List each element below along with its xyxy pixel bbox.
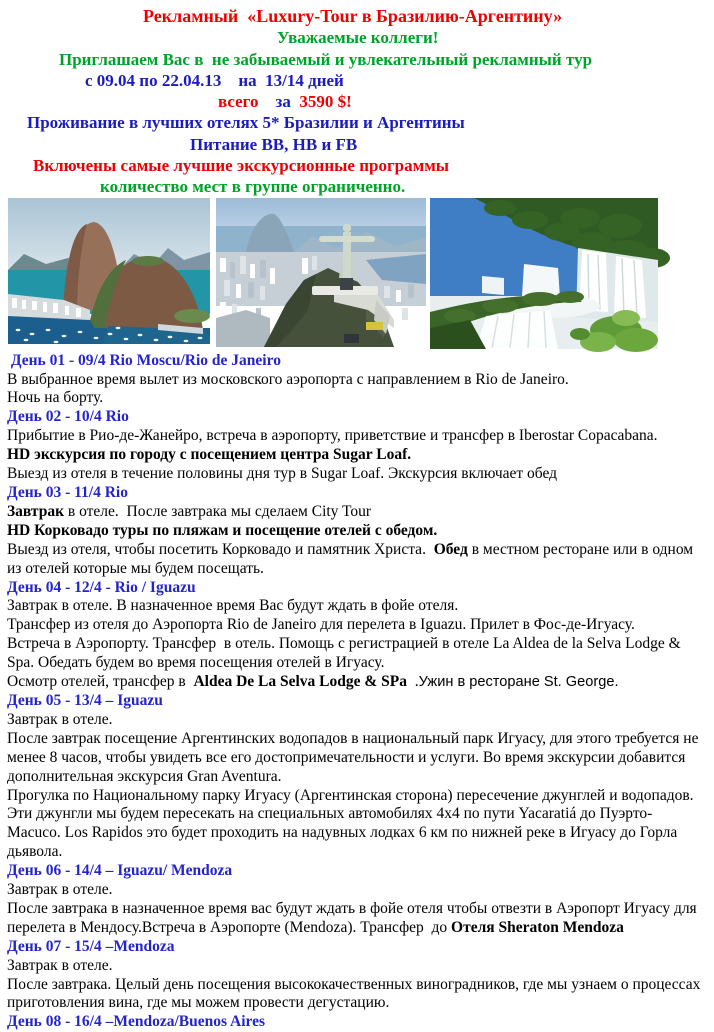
text-segment: HD экскурсия по городу с посещением центра Sugar Loaf. [7, 446, 412, 464]
day-heading: День 01 - 09/4 Rio Moscu/Rio de Janeiro [7, 351, 281, 369]
text-segment: Встреча в Аэропорту. Трансфер в отель. Помощь с регистрацией в отеле La Aldea de la Selva Lodge & Spa. Обедать будем во время посещения отелей в Игуасу. [7, 635, 685, 672]
header-line [0, 112, 714, 133]
text-segment: Прибытие в Рио-де-Жанейро, встреча в аэропорту, приветствие и трансфер в Iberostar Copacabana. [7, 427, 658, 445]
text-segment: в местном ресторане или в одном из отелей которые мы будем посещать. [7, 540, 697, 577]
header-text-segment: всего [218, 92, 276, 112]
header-line [0, 27, 714, 48]
text-segment: После завтрак посещение Аргентинских водопадов в национальный парк Игуасу, для этого требуется не менее 8 часов, чтобы увидеть все его достопримечательности и услуги. Во время экскурсии добавится дополнительная экскурсия Gran Aventura. [7, 729, 703, 785]
itinerary-paragraph [7, 541, 702, 579]
day-heading: День 06 - 14/4 – Iguazu/ Mendoza [7, 862, 233, 880]
day-heading: День 07 - 15/4 –Mendoza [7, 937, 175, 955]
photo-row [8, 198, 714, 349]
promo-header [0, 0, 714, 198]
itinerary-paragraph [7, 673, 702, 692]
day-heading: День 04 - 12/4 - Rio / Iguazu [7, 578, 196, 596]
header-text-segment: количество мест в группе ограниченно. [100, 177, 406, 197]
header-line [0, 134, 714, 155]
header-text-segment: 3590 $! [290, 92, 352, 112]
sugarloaf-bay-photo [8, 198, 210, 344]
itinerary-paragraph [7, 881, 702, 900]
header-text-segment: за [275, 92, 291, 112]
header-text-segment: Включены самые лучшие экскурсионные программы [33, 156, 450, 176]
text-segment: Выезд из отеля в течение половины дня тур в Sugar Loaf. Экскурсия включает обед [7, 465, 558, 483]
text-segment: Прогулка по Национальному парку Игуасу (Аргентинская сторона) пересечение джунглей и водопадов. Эти джунгли мы будем пересекать на специальных автомобилях 4x4 по пути Yacaratiá до Пуэрто-Macuco. Los Rapidos это будет проходить на надувных лодках 6 км по нижней реке в Игуасу до Горла дьявола. [7, 786, 698, 861]
header-line [0, 70, 714, 91]
header-text-segment: Проживание в лучших отелях 5* Бразилии и Аргентины [27, 113, 465, 133]
text-segment: После завтрака в назначенное время вас будут ждать в фойе отеля чтобы отвезти в Аэропорт Игуасу для перелета в Мендосу.Встреча в Аэропорте (Mendoza). Трансфер до [7, 899, 701, 936]
text-segment: Трансфер из отеля до Аэропорта Rio de Janeiro для перелета в Iguazu. Прилет в Фос-де-Игуасу. [7, 616, 635, 634]
header-text-segment: Рекламный «Luxury-Tour в Бразилию-Аргентину» [143, 6, 563, 26]
itinerary-paragraph [7, 503, 702, 522]
itinerary-paragraph [7, 389, 702, 408]
header-line [0, 6, 714, 27]
christ-redeemer-photo [216, 198, 426, 347]
header-text-segment: с 09.04 по 22.04.13 на 13/14 дней [85, 70, 344, 90]
day-heading: День 08 - 16/4 –Mendoza/Buenos Aires [7, 1013, 266, 1031]
itinerary-paragraph [7, 975, 705, 1014]
itinerary-paragraph [7, 730, 702, 787]
header-text-segment: Питание BB, HB и FB [190, 134, 358, 154]
text-segment: HD Корковадо туры по пляжам и посещение отелей с обедом. [7, 521, 438, 539]
itinerary-paragraph [7, 787, 702, 863]
text-segment: Завтрак в отеле. [7, 956, 113, 974]
text-segment: В выбранное время вылет из московского аэропорта с направлением в Rio de Janeiro. [7, 370, 569, 388]
itinerary-paragraph [7, 900, 702, 938]
text-segment: Ночь на борту. [7, 389, 104, 407]
header-line [0, 155, 714, 176]
text-segment: . [407, 673, 419, 691]
text-segment: После завтрака. Целый день посещения высококачественных виноградников, где мы узнаем о процессах приготовления вина, где мы можем провести дегустацию. [7, 975, 705, 1012]
itinerary-paragraph [7, 597, 702, 616]
text-segment: Завтрак [7, 502, 65, 520]
header-line [0, 176, 714, 197]
day-heading: День 03 - 11/4 Rio [7, 484, 128, 502]
header-text-segment: Уважаемые коллеги! [277, 28, 439, 48]
text-segment: Выезд из отеля, чтобы посетить Корковадо и памятник Христа. [7, 540, 434, 558]
itinerary-paragraph [7, 957, 702, 976]
text-segment: Ужин в ресторане St. George. [418, 674, 619, 691]
text-segment: Завтрак в отеле. [7, 710, 113, 728]
itinerary-paragraph [7, 371, 702, 390]
itinerary-paragraph [7, 427, 702, 446]
itinerary-section [0, 349, 714, 1032]
day-heading: День 05 - 13/4 – Iguazu [7, 691, 163, 709]
itinerary-paragraph [7, 522, 702, 541]
itinerary-paragraph [7, 465, 702, 484]
text-segment: Завтрак в отеле. [7, 881, 113, 899]
itinerary-paragraph [7, 616, 702, 635]
text-segment: Отеля Sheraton Mendoza [451, 918, 624, 936]
itinerary-paragraph [7, 446, 702, 465]
itinerary-paragraph [7, 635, 702, 673]
text-segment: Aldea De La Selva Lodge & SPa [193, 673, 408, 691]
header-line [0, 91, 714, 112]
text-segment: Завтрак в отеле. В назначенное время Вас будут ждать в фойе отеля. [7, 597, 459, 615]
day-heading: День 02 - 10/4 Rio [7, 408, 129, 426]
text-segment: Обед [433, 540, 468, 558]
iguazu-falls-photo [430, 198, 658, 349]
text-segment: в отеле. После завтрака мы сделаем City Tour [64, 502, 372, 520]
header-text-segment: Приглашаем Вас в не забываемый и увлекательный рекламный тур [59, 49, 593, 69]
header-line [0, 49, 714, 70]
text-segment: Осмотр отелей, трансфер в [7, 673, 194, 691]
itinerary-paragraph [7, 711, 702, 730]
